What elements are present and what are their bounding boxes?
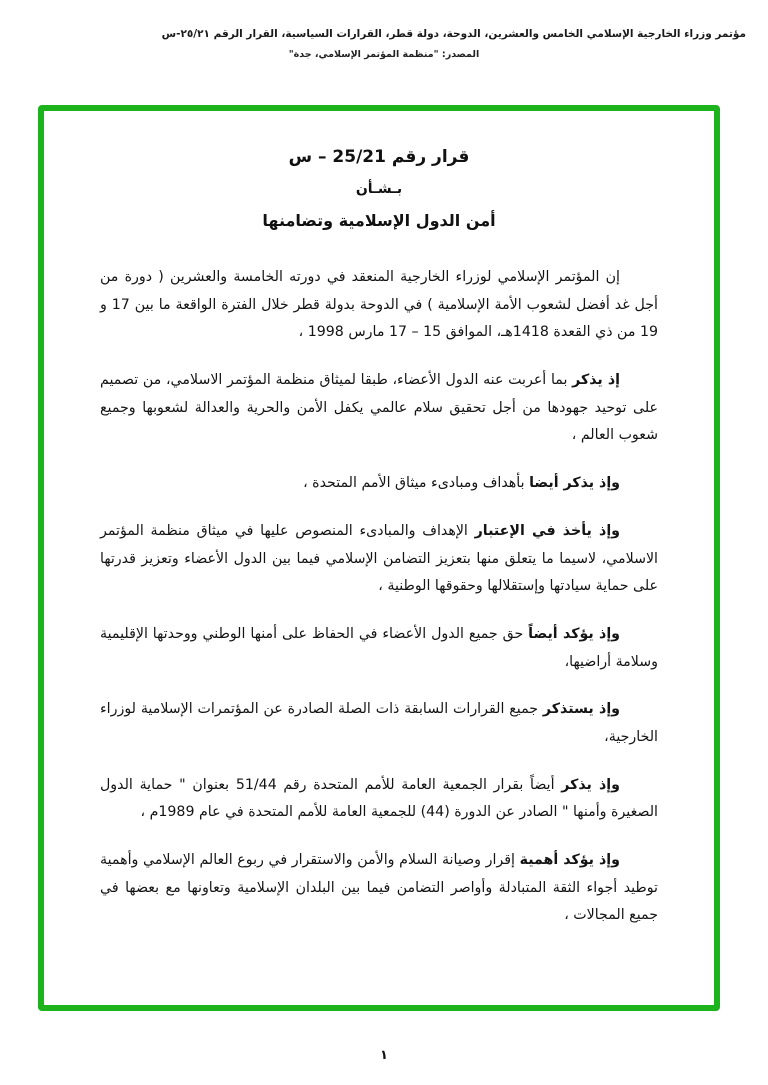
paragraph-recalling <box>100 367 658 450</box>
resolution-number-title: قرار رقم 25/21 – س <box>288 147 470 167</box>
paragraph-lead: وإذ يستذكر <box>542 701 621 718</box>
paragraph-lead: وإذ يؤكد أهمية <box>519 852 620 868</box>
paragraph-emphasizing <box>100 847 658 930</box>
document-source-line: المصدر: "منظمة المؤتمر الإسلامي، جدة" <box>288 49 480 60</box>
paragraph-lead: إذ يذكر <box>572 372 620 389</box>
paragraph-lead: وإذ يأخذ في الإعتبار <box>474 522 620 539</box>
paragraph-lead: وإذ يذكر <box>561 776 620 793</box>
paragraph-body: إن المؤتمر الإسلامي لوزراء الخارجية المنعقد في دورته الخامسة والعشرين ( دورة من أجل غد أفضل لشعوب الأمة الإسلامية ) في الدوحة بدولة قطر خلال الفترة الواقعة ما بين 17 و 19 من ذي القعدة 1418هـ، الموافق 15 – 17 مارس 1998 ، <box>100 269 658 341</box>
paragraph-recalling-resolutions <box>100 696 658 751</box>
paragraph-recalling-also <box>100 470 658 498</box>
paragraph-affirming <box>100 621 658 676</box>
title-block <box>100 147 658 230</box>
document-header-line: مؤتمر وزراء الخارجية الإسلامي الخامس والعشرين، الدوحة، دولة قطر، القرارات السياسية، القرار الرقم ٢٥/٢١-س <box>161 28 746 40</box>
paragraph-body: حق جميع الدول الأعضاء في الحفاظ على أمنها الوطني ووحدتها الإقليمية وسلامة أراضيها، <box>100 625 658 670</box>
paragraph-preamble <box>100 264 658 347</box>
paragraph-body: إقرار وصيانة السلام والأمن والاستقرار في ربوع العالم الإسلامي وأهمية توطيد أجواء الثقة المتبادلة وأواصر التضامن فيما بين البلدان الإسلامية وتعاونها مع بعضها في جميع المجالات ، <box>100 852 658 924</box>
paragraph-recalling-un-resolution <box>100 772 658 827</box>
page-number: ١ <box>380 1048 388 1063</box>
paragraph-body: بأهداف ومبادىء ميثاق الأمم المتحدة ، <box>303 475 525 492</box>
subject-label: بـشـأن <box>355 181 403 197</box>
paragraph-body: أيضاً بقرار الجمعية العامة للأمم المتحدة رقم 51/44 بعنوان " حماية الدول الصغيرة وأمنها " الصادر عن الدورة (44) للجمعية العامة للأمم المتحدة في عام 1989م ، <box>100 776 658 821</box>
resolution-subject-title: أمن الدول الإسلامية وتضامنها <box>262 211 496 230</box>
paragraph-body: بما أعربت عنه الدول الأعضاء، طبقا لميثاق منظمة المؤتمر الاسلامي، من تصميم على توحيد جهودها من أجل تحقيق سلام عالمي يكفل الأمن والحرية والعدالة لشعوبها وجميع شعوب العالم ، <box>100 372 658 444</box>
paragraph-lead: وإذ يذكر أيضا <box>529 475 620 492</box>
paragraph-body: جميع القرارات السابقة ذات الصلة الصادرة عن المؤتمرات الإسلامية لوزراء الخارجية، <box>100 701 658 745</box>
paragraph-taking-into-account <box>100 518 658 601</box>
paragraph-body: الإهداف والمبادىء المنصوص عليها في ميثاق منظمة المؤتمر الاسلامي، لاسيما ما يتعلق منها بتعزيز التضامن الإسلامي فيما بين الدول الأعضاء وتعزيز قدرتها على حماية سيادتها وإستقلالها وحقوقها الوطنية ، <box>100 522 658 595</box>
paragraph-lead: وإذ يؤكد أيضاً <box>528 625 621 642</box>
document-border-frame <box>38 105 720 1011</box>
